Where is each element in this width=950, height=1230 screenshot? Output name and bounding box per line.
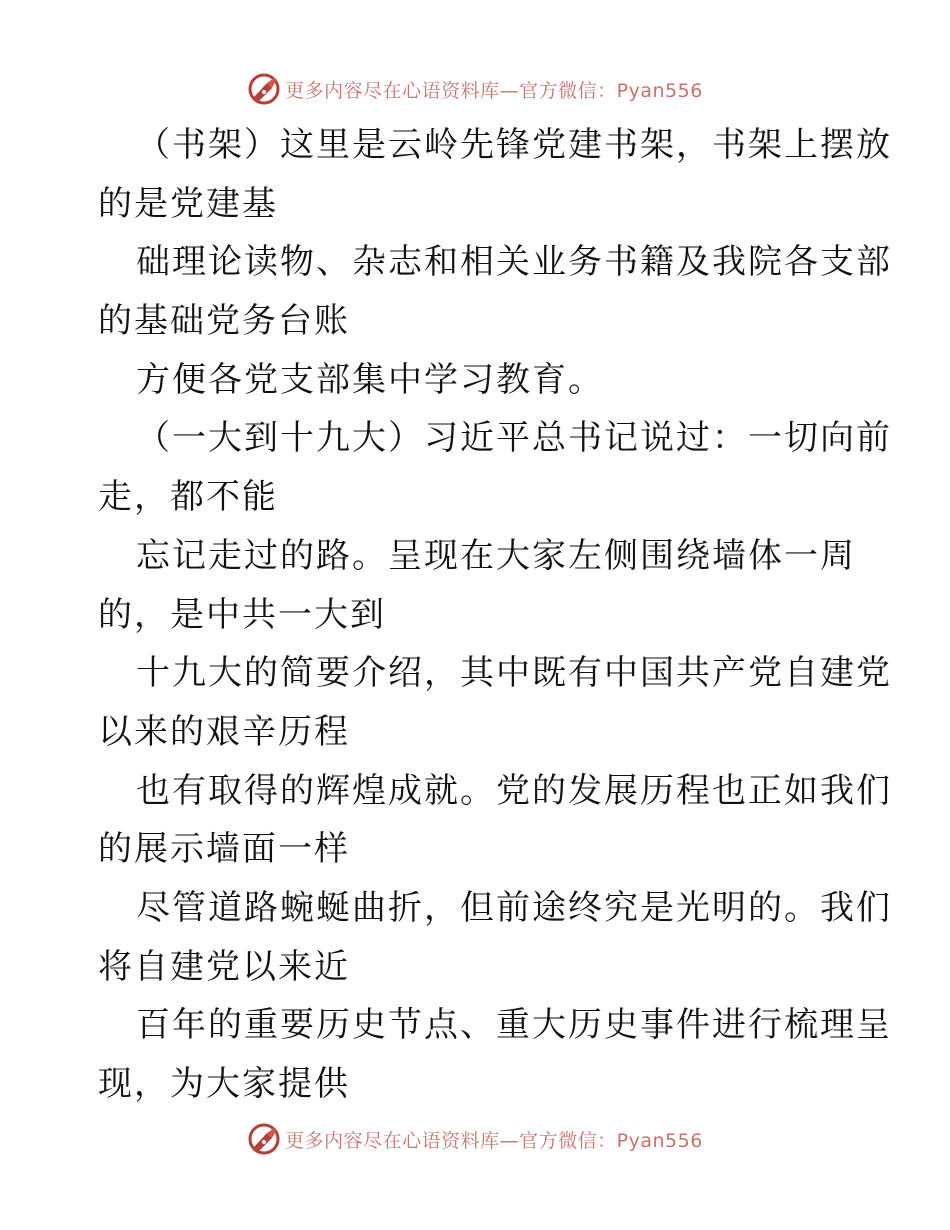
pen-nib-logo-icon	[247, 1122, 281, 1156]
paragraph-line: 十九大的简要介绍，其中既有中国共产党自建党	[136, 653, 892, 694]
paragraph-line: 方便各党支部集中学习教育。	[136, 359, 604, 400]
paragraph-line: 走，都不能	[98, 477, 278, 518]
footer-banner-text: 更多内容尽在心语资料库—官方微信：Pyan556	[285, 1129, 703, 1152]
paragraph-line: 的基础党务台账	[98, 301, 350, 342]
paragraph-line: 将自建党以来近	[98, 946, 350, 987]
paragraph-line: 以来的艰辛历程	[98, 711, 350, 752]
paragraph-line: 的是党建基	[98, 183, 278, 224]
paragraph-line: 现，为大家提供	[98, 1064, 350, 1104]
document-body	[98, 116, 892, 1114]
paragraph-line: 尽管道路蜿蜒曲折，但前途终究是光明的。我们	[136, 887, 892, 928]
header-banner	[0, 71, 950, 107]
paragraph-line: 础理论读物、杂志和相关业务书籍及我院各支部	[136, 242, 892, 283]
paragraph-line: 忘记走过的路。呈现在大家左侧围绕墙体一周	[136, 535, 856, 576]
footer-banner	[0, 1121, 950, 1157]
paragraph-line: 也有取得的辉煌成就。党的发展历程也正如我们	[136, 770, 892, 811]
header-banner-text: 更多内容尽在心语资料库—官方微信：Pyan556	[285, 79, 703, 102]
paragraph-line: （书架）这里是云岭先锋党建书架，书架上摆放	[136, 125, 892, 165]
pen-nib-logo-icon	[247, 72, 281, 106]
paragraph-line: 的，是中共一大到	[98, 594, 386, 635]
paragraph-line: 百年的重要历史节点、重大历史事件进行梳理呈	[136, 1005, 892, 1046]
paragraph-line: （一大到十九大）习近平总书记说过：一切向前	[136, 418, 892, 459]
paragraph-line: 的展示墙面一样	[98, 829, 350, 870]
